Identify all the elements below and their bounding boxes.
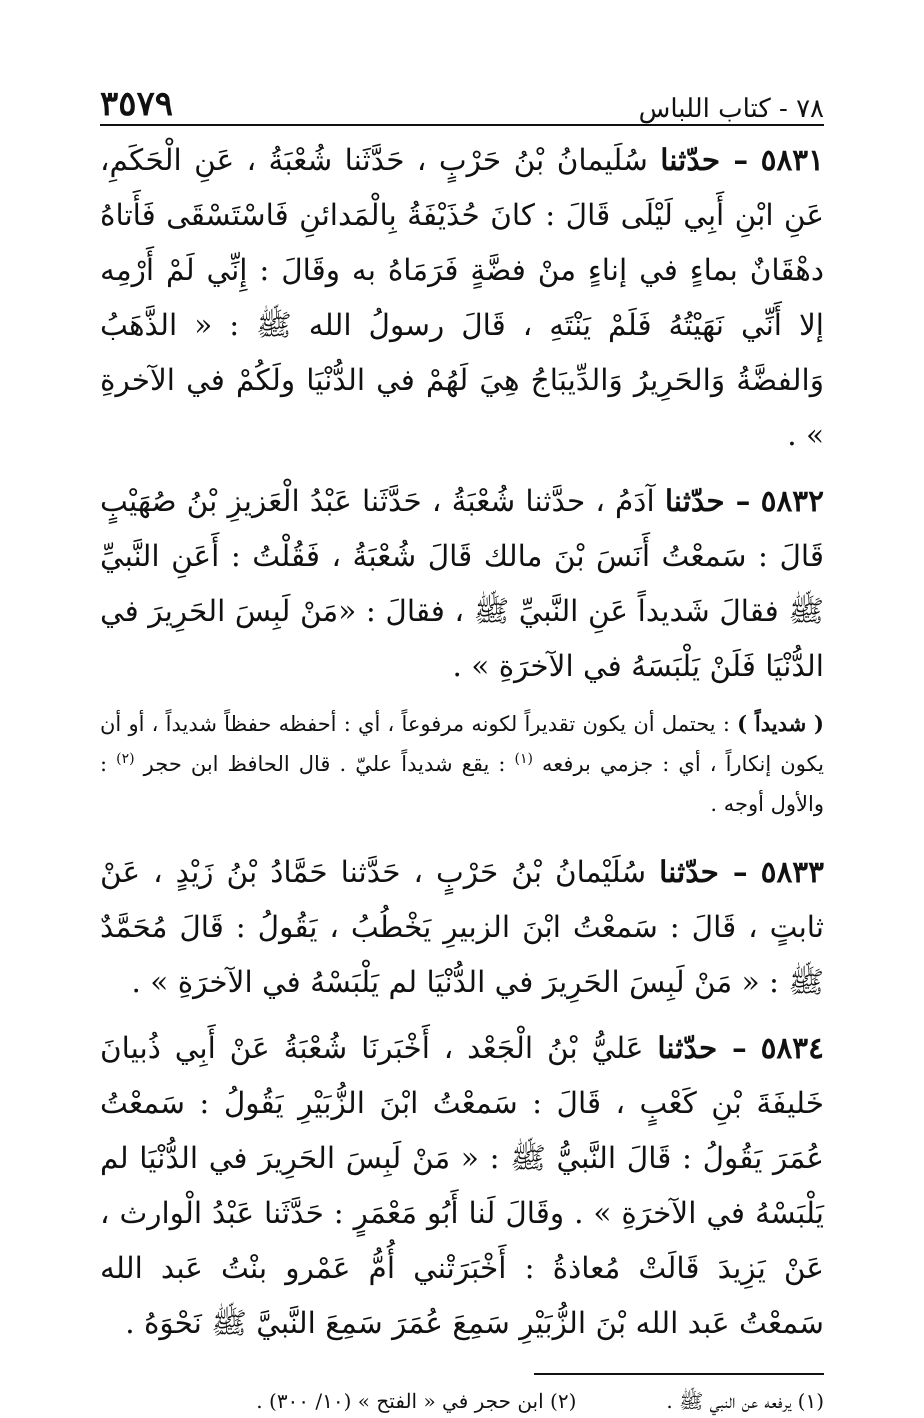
footnote-2: (٢) ابن حجر في « الفتح » (١٠/ ٣٠٠) . [256,1389,577,1413]
note-text: : يحتمل أن يكون تقديراً لكونه مرفوعاً ، أي : أحفظه حفظاً شديداً ، أو أن يكون إنكاراً ، أي : جزمي برفعه [100,712,824,776]
footnote-rule [534,1373,824,1375]
hadith-text: سُلَيمانُ بْنُ حَرْبٍ ، حَدَّثَنا شُعْبَةُ ، عَنِ الْحَكَمِ، عَنِ ابْنِ أَبِي لَيْلَى قَالَ : كانَ حُذَيْفَةُ بِالْمَدائنِ فَاسْتَسْقَى فَأَتاهُ دهْقَانٌ بماءٍ في إناءٍ منْ فضَّةٍ فَرَمَاهُ به وقَالَ : إِنِّي لَمْ أَرْمِه إلا أَنِّي نَهَيْتُهُ فَلَمْ يَنْتَهِ ، قَالَ رسولُ الله ﷺ : « الذَّهَبُ وَالفضَّةُ وَالحَرِيرُ وَالدِّيبَاجُ هِيَ لَهُمْ في الدُّنْيَا ولَكُمْ في الآخرةِ » . [100,143,824,452]
hadith-5833: ٥٨٣٣ – حدّثنا سُلَيْمانُ بْنُ حَرْبٍ ، حَدَّثنا حَمَّادُ بْنُ زَيْدٍ ، عَنْ ثابتٍ ، قَالَ : سَمعْتُ ابْنَ الزبيرِ يَخْطُبُ ، يَقُولُ : قَالَ مُحَمَّدٌ ﷺ : « مَنْ لَبِسَ الحَرِيرَ في الدُّنْيَا لم يَلْبَسْهُ في الآخرَةِ » . [100,854,824,999]
commentary-note [100,704,824,824]
hadith-5834: ٥٨٣٤ – حدّثنا عَليُّ بْنُ الْجَعْد ، أَخْبَرنَا شُعْبَةُ عَنْ أَبِي ذُبيانَ خَليفَةَ بْنِ كَعْبٍ ، قَالَ : سَمعْتُ ابْنَ الزُّبَيْرِ يَقُولُ : سَمعْتُ عُمَرَ يَقُولُ : قَالَ النَّبيُّ ﷺ : « مَنْ لَبِسَ الحَرِيرَ في الدُّنْيَا لم يَلْبَسْهُ في الآخرَةِ » . وقَالَ لَنا أَبُو مَعْمَرٍ : حَدَّثَنا عَبْدُ الْوارث ، عَنْ يَزِيدَ قَالَتْ مُعاذةُ : أَخْبَرَتْني أُمُّ عَمْرو بنْتُ عَبد الله سَمعْتُ عَبد الله بْنَ الزُّبَيْرِ سَمِعَ عُمَرَ سَمِعَ النَّبيَّ ﷺ نَحْوَهُ . [100,1030,824,1340]
hadith-lead: حدّثنا [657,1030,718,1065]
hadith-text: آدَمُ ، حدَّثنا شُعْبَةُ ، حَدَّثَنا عَبْدُ الْعَزيزِ بْنُ صُهَيْبٍ قَالَ : سَمعْتُ أَنَسَ بْنَ مالك قَالَ شُعْبَةُ ، فَقُلْتُ : أَعَنِ النَّبيِّ ﷺ فقالَ شَديداً عَنِ النَّبيِّ ﷺ ، فقالَ : «مَنْ لَبِسَ الحَرِيرَ في الدُّنْيَا فَلَنْ يَلْبَسَهُ في الآخرَةِ » . [100,484,824,683]
hadith-5832: ٥٨٣٢ – حدّثنا آدَمُ ، حدَّثنا شُعْبَةُ ، حَدَّثَنا عَبْدُ الْعَزيزِ بْنُ صُهَيْبٍ قَالَ : سَمعْتُ أَنَسَ بْنَ مالك قَالَ شُعْبَةُ ، فَقُلْتُ : أَعَنِ النَّبيِّ ﷺ فقالَ شَديداً عَنِ النَّبيِّ ﷺ ، فقالَ : «مَنْ لَبِسَ الحَرِيرَ في الدُّنْيَا فَلَنْ يَلْبَسَهُ في الآخرَةِ » . [100,483,824,683]
page [100,78,824,1418]
page-number: ٣٥٧٩ [100,84,174,124]
footnotes [100,1389,824,1418]
hadith-number: ٥٨٣١ [760,142,824,177]
hadith-number: ٥٨٣٣ [760,854,824,889]
note-text: : يقع شديداً عليّ . قال الحافظ ابن حجر [143,752,506,776]
page-header [100,78,824,124]
hadith-number: ٥٨٣٤ [760,1030,824,1065]
hadith-number: ٥٨٣٢ [760,483,824,518]
footnote-ref-2[interactable]: (٢) [116,751,135,767]
hadith-5831: ٥٨٣١ – حدّثنا سُلَيمانُ بْنُ حَرْبٍ ، حَدَّثَنا شُعْبَةُ ، عَنِ الْحَكَمِ، عَنِ ابْنِ أَبِي لَيْلَى قَالَ : كانَ حُذَيْفَةُ بِالْمَدائنِ فَاسْتَسْقَى فَأَتاهُ دهْقَانٌ بماءٍ في إناءٍ منْ فضَّةٍ فَرَمَاهُ به وقَالَ : إِنِّي لَمْ أَرْمِه إلا أَنِّي نَهَيْتُهُ فَلَمْ يَنْتَهِ ، قَالَ رسولُ الله ﷺ : « الذَّهَبُ وَالفضَّةُ وَالحَرِيرُ وَالدِّيبَاجُ هِيَ لَهُمْ في الدُّنْيَا ولَكُمْ في الآخرةِ » . [100,142,824,452]
footnote-ref-1[interactable]: (١) [514,751,533,767]
footnote-1: (١) يرفعه عن النبي ﷺ . [666,1389,824,1413]
header-rule [100,124,824,126]
hadith-lead: حدّثنا [664,483,725,518]
note-term: ( شديداً ) [737,711,824,736]
page-content [100,132,824,1351]
hadith-lead: حدّثنا [660,142,721,177]
hadith-text: سُلَيْمانُ بْنُ حَرْبٍ ، حَدَّثنا حَمَّادُ بْنُ زَيْدٍ ، عَنْ ثابتٍ ، قَالَ : سَمعْتُ ابْنَ الزبيرِ يَخْطُبُ ، يَقُولُ : قَالَ مُحَمَّدٌ ﷺ : « مَنْ لَبِسَ الحَرِيرَ في الدُّنْيَا لم يَلْبَسْهُ في الآخرَةِ » . [100,855,824,999]
note-text: : والأول أوجه . [100,752,824,816]
chapter-title: ٧٨ - كتاب اللباس [638,94,824,124]
hadith-text: عَليُّ بْنُ الْجَعْد ، أَخْبَرنَا شُعْبَةُ عَنْ أَبِي ذُبيانَ خَليفَةَ بْنِ كَعْبٍ ، قَالَ : سَمعْتُ ابْنَ الزُّبَيْرِ يَقُولُ : سَمعْتُ عُمَرَ يَقُولُ : قَالَ النَّبيُّ ﷺ : « مَنْ لَبِسَ الحَرِيرَ في الدُّنْيَا لم يَلْبَسْهُ في الآخرَةِ » . وقَالَ لَنا أَبُو مَعْمَرٍ : حَدَّثَنا عَبْدُ الْوارث ، عَنْ يَزِيدَ قَالَتْ مُعاذةُ : أَخْبَرَتْني أُمُّ عَمْرو بنْتُ عَبد الله سَمعْتُ عَبد الله بْنَ الزُّبَيْرِ سَمِعَ عُمَرَ سَمِعَ النَّبيَّ ﷺ نَحْوَهُ . [100,1031,824,1340]
hadith-lead: حدّثنا [659,854,719,889]
